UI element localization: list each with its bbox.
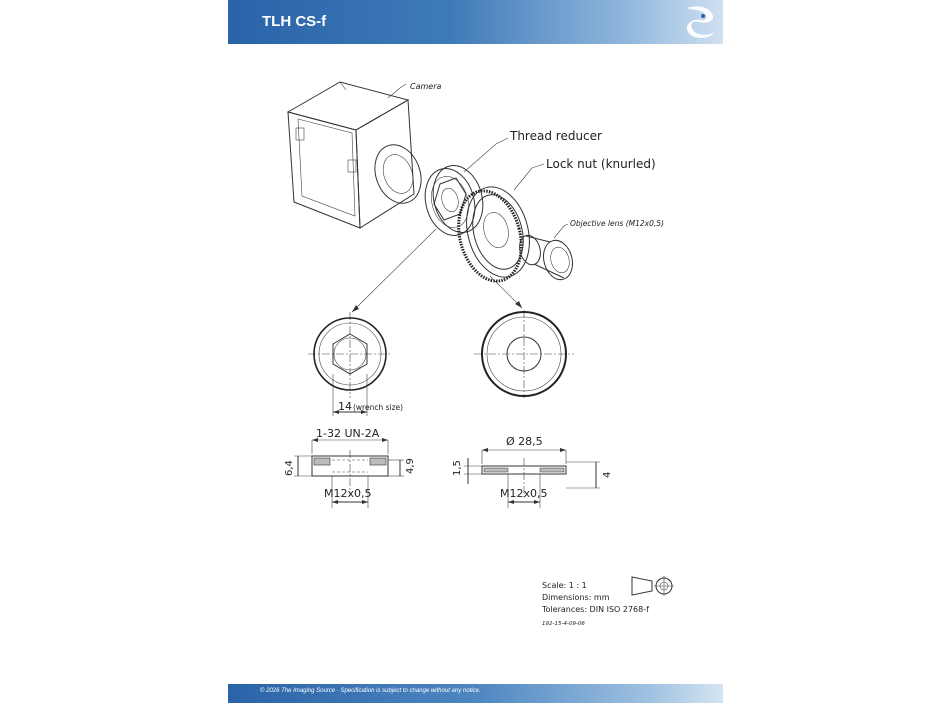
company-logo-icon — [679, 2, 719, 42]
thread-reducer-iso — [418, 160, 490, 241]
footer-bar — [228, 684, 723, 703]
page-title: TLH CS-f — [262, 13, 327, 30]
wrench-size-value: 14 — [338, 400, 352, 413]
header-bar — [228, 0, 723, 44]
thread-reducer-label: Thread reducer — [510, 129, 602, 143]
reducer-height-label: 6,4 — [284, 460, 295, 476]
nut-thread-label: M12x0,5 — [500, 487, 548, 500]
lock-nut-iso — [449, 180, 539, 288]
drawing-id-text: 192-15-4-09-06 — [542, 621, 585, 627]
datasheet-page — [228, 0, 723, 703]
camera-label: Camera — [410, 82, 442, 91]
reducer-thread-label: M12x0,5 — [324, 487, 372, 500]
tolerance-text: Tolerances: DIN ISO 2768-f — [542, 605, 649, 614]
objective-lens-label: Objective lens (M12x0,5) — [570, 219, 664, 228]
objective-lens-iso — [516, 233, 576, 283]
footer-copyright: © 2026 The Imaging Source · Specification is subject to change without any notice. — [260, 688, 481, 694]
wrench-size-note: (wrench size) — [353, 403, 404, 412]
scale-text: Scale: 1 : 1 — [542, 581, 587, 590]
units-text: Dimensions: mm — [542, 593, 610, 602]
technical-drawing — [228, 44, 723, 684]
projection-symbol-icon — [632, 576, 674, 596]
nut-height-label: 1,5 — [452, 460, 463, 476]
lock-nut-label: Lock nut (knurled) — [546, 157, 656, 171]
thread-spec-label: 1-32 UN-2A — [316, 427, 380, 440]
reducer-inner-height-label: 4,9 — [405, 458, 416, 474]
nut-diameter-label: Ø 28,5 — [506, 435, 543, 448]
nut-total-label: 4 — [602, 471, 613, 478]
lock-nut-front-view — [474, 310, 574, 398]
camera-body — [288, 82, 429, 228]
